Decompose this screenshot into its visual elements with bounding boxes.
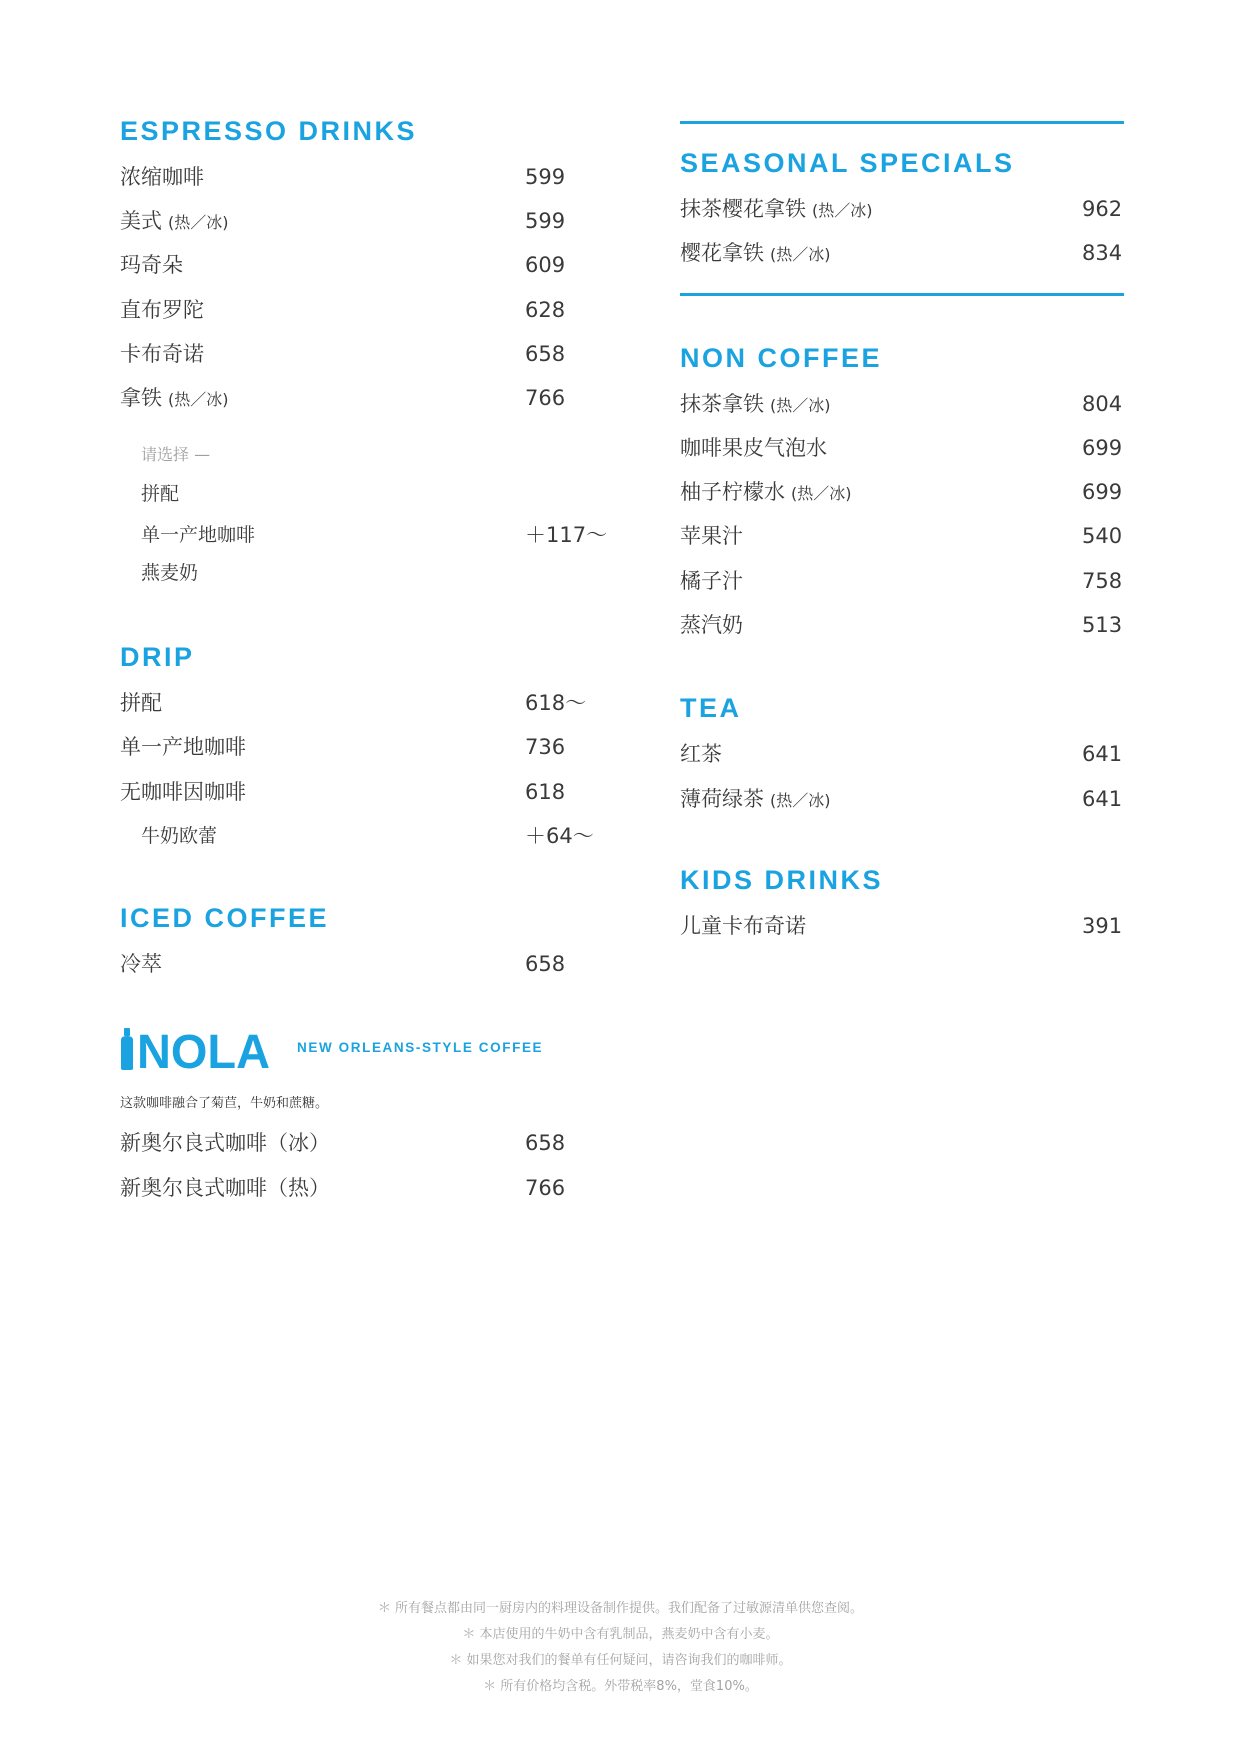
item-price: 699 xyxy=(1082,480,1123,504)
item-price: 599 xyxy=(525,165,566,189)
item-name: 咖啡果皮气泡水 xyxy=(680,436,827,460)
item-name: 玛奇朵 xyxy=(120,253,183,277)
item-name: 新奥尔良式咖啡（冰） xyxy=(120,1131,330,1155)
item-price: 658 xyxy=(525,952,566,976)
iced-coffee-heading: ICED COFFEE xyxy=(120,903,330,933)
item-name: 橘子汁 xyxy=(680,569,743,593)
item-name: 柚子柠檬水 (热／冰) xyxy=(680,480,852,504)
item-name: 红茶 xyxy=(680,742,722,766)
item-price: 834 xyxy=(1082,241,1123,265)
item-name: 抹茶樱花拿铁 (热／冰) xyxy=(680,197,873,221)
footer-note: ＊ 所有餐点都由同一厨房内的料理设备制作提供。我们配备了过敏源清单供您查阅。 xyxy=(377,1601,864,1616)
footer-note: ＊ 所有价格均含税。外带税率8%，堂食10%。 xyxy=(483,1679,758,1694)
choice-name: 单一产地咖啡 xyxy=(141,524,256,546)
item-price: 641 xyxy=(1082,787,1123,811)
item-option: (热／冰) xyxy=(812,201,873,220)
item-price: 628 xyxy=(525,298,566,322)
item-option: (热／冰) xyxy=(770,791,831,810)
nola-description: 这款咖啡融合了菊苣，牛奶和蔗糖。 xyxy=(120,1096,329,1111)
item-price: 599 xyxy=(525,209,566,233)
item-name: 美式 (热／冰) xyxy=(120,209,229,233)
item-price: 618〜 xyxy=(525,691,587,715)
choose-label: 请选择 — xyxy=(141,445,211,464)
item-name: 无咖啡因咖啡 xyxy=(120,780,246,804)
espresso-heading: ESPRESSO DRINKS xyxy=(120,116,418,146)
item-option: (热／冰) xyxy=(791,484,852,503)
item-price: 658 xyxy=(525,1131,566,1155)
item-price: 641 xyxy=(1082,742,1123,766)
choice-price: ＋117〜 xyxy=(525,523,608,547)
item-price: 766 xyxy=(525,386,566,410)
item-name: 儿童卡布奇诺 xyxy=(680,914,806,938)
item-price: 513 xyxy=(1082,613,1123,637)
item-name: 拼配 xyxy=(120,691,162,715)
item-name: 卡布奇诺 xyxy=(120,342,204,366)
nola-bottle-icon xyxy=(121,1028,133,1070)
item-name: 拿铁 (热／冰) xyxy=(120,386,229,410)
seasonal-heading: SEASONAL SPECIALS xyxy=(680,148,1015,178)
nola-logo-text: NOLA xyxy=(137,1028,270,1070)
divider-seasonal xyxy=(680,293,1124,296)
item-name: 单一产地咖啡 xyxy=(120,735,246,759)
item-price: 766 xyxy=(525,1176,566,1200)
item-name: 冷萃 xyxy=(120,952,162,976)
item-price: 758 xyxy=(1082,569,1123,593)
kids-drinks-heading: KIDS DRINKS xyxy=(680,865,884,895)
item-name: 牛奶欧蕾 xyxy=(141,825,218,847)
item-option: (热／冰) xyxy=(168,213,229,232)
item-name: 抹茶拿铁 (热／冰) xyxy=(680,392,831,416)
item-price: 736 xyxy=(525,735,566,759)
item-option: (热／冰) xyxy=(770,245,831,264)
tea-heading: TEA xyxy=(680,693,742,723)
item-name: 樱花拿铁 (热／冰) xyxy=(680,241,831,265)
item-price: 609 xyxy=(525,253,566,277)
non-coffee-heading: NON COFFEE xyxy=(680,343,883,373)
item-option: (热／冰) xyxy=(770,396,831,415)
item-price: 699 xyxy=(1082,436,1123,460)
item-name: 直布罗陀 xyxy=(120,298,204,322)
item-price: 804 xyxy=(1082,392,1123,416)
item-option: (热／冰) xyxy=(168,390,229,409)
item-price: 391 xyxy=(1082,914,1123,938)
item-name: 新奥尔良式咖啡（热） xyxy=(120,1176,330,1200)
item-name: 蒸汽奶 xyxy=(680,613,743,637)
footer-note: ＊ 如果您对我们的餐单有任何疑问，请咨询我们的咖啡师。 xyxy=(449,1653,792,1668)
item-name: 薄荷绿茶 (热／冰) xyxy=(680,787,831,811)
divider-top xyxy=(680,121,1124,124)
footer-note: ＊ 本店使用的牛奶中含有乳制品，燕麦奶中含有小麦。 xyxy=(462,1627,779,1642)
item-name: 苹果汁 xyxy=(680,524,743,548)
item-price: 962 xyxy=(1082,197,1123,221)
choice-name: 燕麦奶 xyxy=(141,562,199,584)
footer-notes xyxy=(0,1596,1241,1700)
nola-tagline: NEW ORLEANS-STYLE COFFEE xyxy=(297,1040,544,1055)
item-price: 540 xyxy=(1082,524,1123,548)
choice-name: 拼配 xyxy=(141,483,180,505)
item-price: 618 xyxy=(525,780,566,804)
nola-logo xyxy=(120,1028,272,1070)
item-price: 658 xyxy=(525,342,566,366)
item-name: 浓缩咖啡 xyxy=(120,165,204,189)
drip-heading: DRIP xyxy=(120,642,195,672)
item-price: ＋64〜 xyxy=(525,824,594,848)
